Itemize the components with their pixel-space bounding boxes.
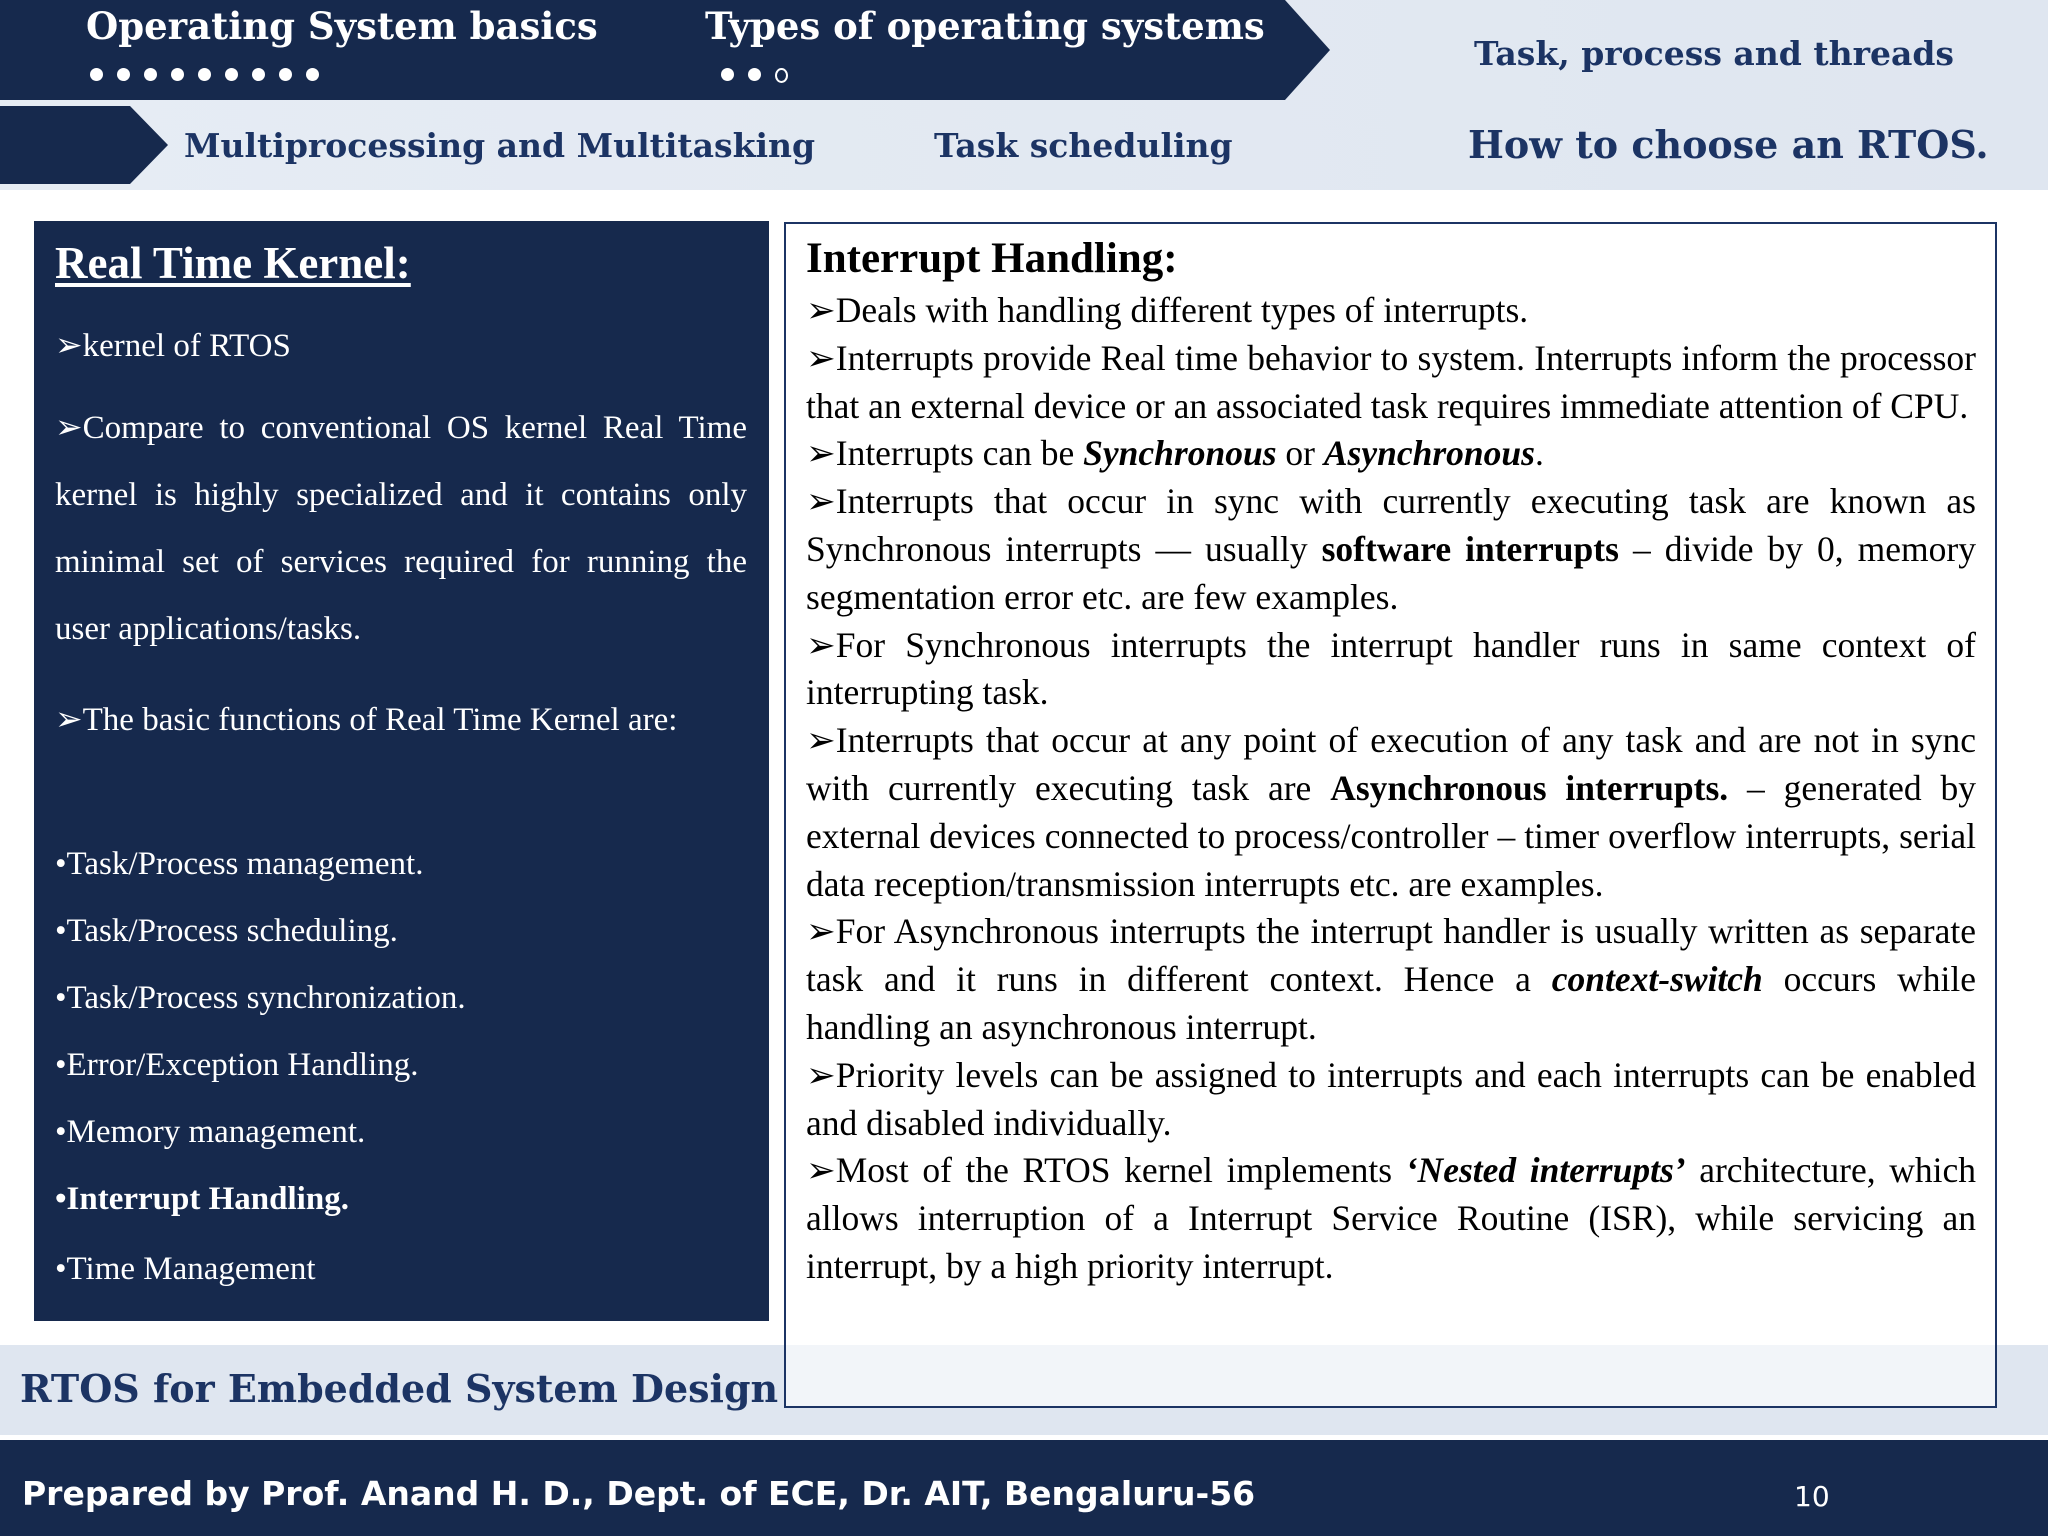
bullet-text: ➢Interrupts can be xyxy=(806,433,1084,474)
progress-dot xyxy=(306,68,319,81)
progress-dots-os-types xyxy=(721,68,788,83)
progress-dot xyxy=(171,68,184,81)
bullet-text: – generated by external devices connected to process/controller – timer overflow interrupts, serial data reception/transmission interrupts etc. are examples. xyxy=(806,767,1977,904)
nav-link-task-process-threads[interactable]: Task, process and threads xyxy=(1474,34,1954,73)
function-item: •Memory management. xyxy=(55,1114,366,1150)
function-item: •Time Management xyxy=(55,1251,316,1287)
term-asynchronous-interrupts: Asynchronous interrupts. xyxy=(1330,767,1729,808)
basic-functions-point: ➢The basic functions of Real Time Kernel are: xyxy=(55,702,678,738)
term-context-switch: context-switch xyxy=(1551,959,1763,1000)
progress-dot xyxy=(144,68,157,81)
panel-heading: Real Time Kernel: xyxy=(55,238,411,288)
bullet-point xyxy=(806,717,1976,908)
bullet-point: ➢Deals with handling different types of interrupts. xyxy=(806,290,1529,330)
progress-dot xyxy=(721,68,734,81)
nav-link-os-basics[interactable]: Operating System basics xyxy=(86,4,598,48)
function-item-highlighted: •Interrupt Handling. xyxy=(55,1181,349,1217)
bullet-text: ➢For Asynchronous interrupts the interrupt handler is usually written as separate task and it runs in different context. Hence a xyxy=(806,911,1976,1000)
nav-link-task-scheduling[interactable]: Task scheduling xyxy=(934,126,1233,165)
bullet-text: ➢Interrupts that occur in sync with currently executing task are known as Synchronous interrupts — usually xyxy=(806,481,1976,569)
term-software-interrupts: software interrupts xyxy=(1321,528,1619,569)
nav-link-os-types[interactable]: Types of operating systems xyxy=(705,4,1265,48)
kernel-comparison-point: ➢Compare to conventional OS kernel Real Time kernel is highly specialized and it contains only minimal set of services required for running the user applications/tasks. xyxy=(55,410,747,647)
bullet-point xyxy=(806,430,1976,478)
progress-dot xyxy=(252,68,265,81)
kernel-point: ➢kernel of RTOS xyxy=(55,328,291,364)
course-title: RTOS for Embedded System Design xyxy=(20,1366,779,1411)
section-heading: Interrupt Handling: xyxy=(806,235,1178,282)
progress-dot xyxy=(748,68,761,81)
page-number: 10 xyxy=(1794,1480,1830,1513)
term-asynchronous: Asynchronous xyxy=(1323,433,1535,474)
nav-link-multiprocessing[interactable]: Multiprocessing and Multitasking xyxy=(184,126,816,165)
progress-dot xyxy=(225,68,238,81)
bullet-text: . xyxy=(1534,433,1544,474)
progress-dot xyxy=(198,68,211,81)
bullet-text: or xyxy=(1276,433,1324,474)
bullet-text: ➢Interrupts that occur at any point of execution of any task and are not in sync with currently executing task are xyxy=(806,720,1976,808)
function-item: •Task/Process management. xyxy=(55,846,424,882)
function-item: •Task/Process scheduling. xyxy=(55,913,398,949)
author-credit: Prepared by Prof. Anand H. D., Dept. of ECE, Dr. AIT, Bengaluru-56 xyxy=(22,1474,1256,1513)
bullet-text: architecture, which allows interruption of a Interrupt Service Routine (ISR), while servicing an interrupt, by a high priority interrupt. xyxy=(806,1150,1976,1286)
progress-dot xyxy=(117,68,130,81)
term-nested-interrupts: ‘Nested interrupts’ xyxy=(1405,1150,1686,1191)
bullet-point: ➢For Synchronous interrupts the interrupt handler runs in same context of interrupting task. xyxy=(806,624,1976,713)
real-time-kernel-panel xyxy=(34,221,769,1321)
term-synchronous: Synchronous xyxy=(1083,433,1277,474)
progress-dot-current xyxy=(775,68,788,83)
progress-dots-os-basics xyxy=(90,68,319,81)
bullet-text: ➢Most of the RTOS kernel implements xyxy=(806,1150,1406,1191)
function-item: •Task/Process synchronization. xyxy=(55,980,466,1016)
function-item: •Error/Exception Handling. xyxy=(55,1047,419,1083)
progress-dot xyxy=(90,68,103,81)
bullet-point: ➢Interrupts provide Real time behavior to system. Interrupts inform the processor that an external device or an associated task requires immediate attention of CPU. xyxy=(806,337,1976,426)
bullet-point xyxy=(806,1147,1976,1290)
bullet-text: – divide by 0, memory segmentation error etc. are few examples. xyxy=(806,528,1976,617)
bullet-point xyxy=(806,478,1976,621)
nav-link-choose-rtos[interactable]: How to choose an RTOS. xyxy=(1468,122,1989,167)
progress-dot xyxy=(279,68,292,81)
interrupt-handling-body xyxy=(806,287,1976,1291)
bullet-text: occurs while handling an asynchronous interrupt. xyxy=(806,959,1976,1047)
bullet-point xyxy=(806,908,1976,1051)
bullet-point: ➢Priority levels can be assigned to interrupts and each interrupts can be enabled and disabled individually. xyxy=(806,1054,1976,1143)
